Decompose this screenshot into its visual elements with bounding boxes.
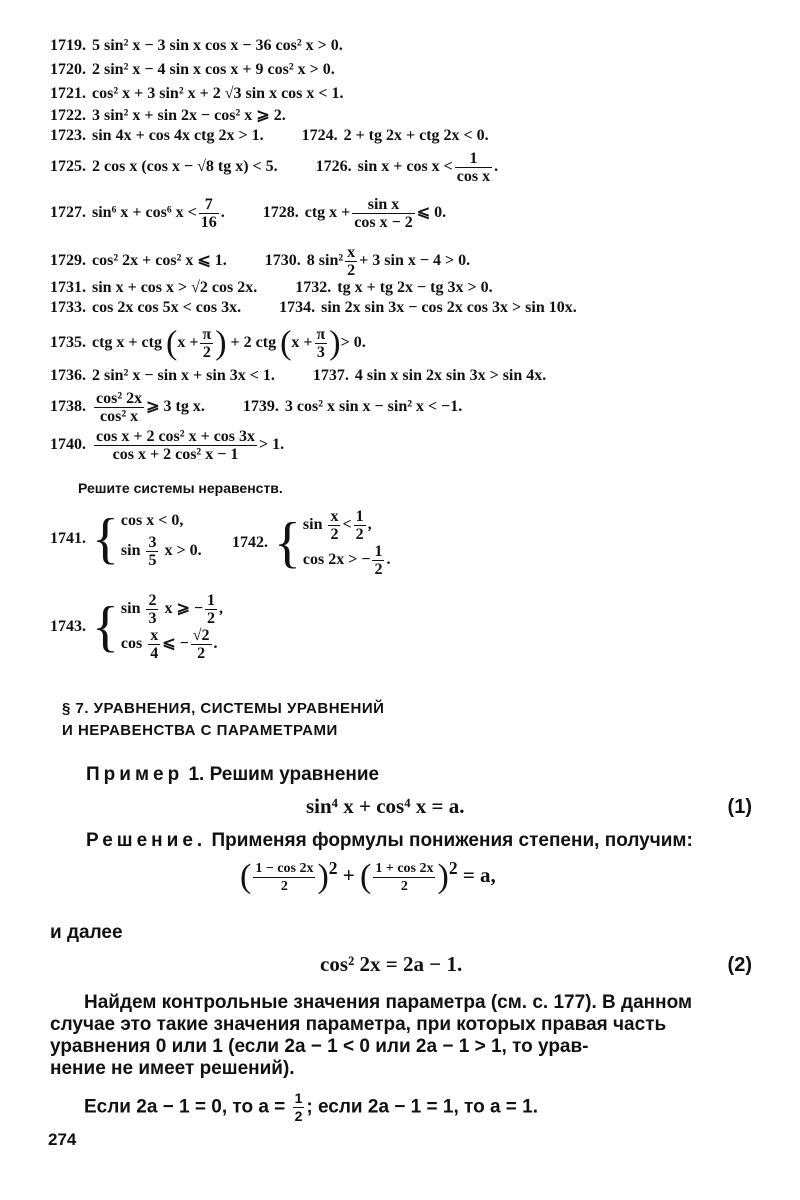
fraction: $\frac{3}{5}$ (148, 534, 157, 569)
fraction: $\frac{\text{cos² 2x}}{\text{cos² x}}$ (96, 390, 143, 425)
problem-1729-1730: 1729. cos² 2x + cos² x ⩽ 1. 1730. 8 sin² $\frac{x}{2}$ + 3 sin x − 4 > 0. (50, 244, 471, 279)
system-1742: 1742. { sin $\frac{x}{2}$ < $\frac{1}{2}$ , cos 2x > − $\frac{1}{2}$ . (232, 508, 391, 578)
system-1741: 1741. { cos x < 0, sin $\frac{3}{5}$ x > 0. (50, 507, 202, 570)
example-intro: Пример 1. Решим уравнение (86, 764, 380, 785)
paragraph-line-2: случае это такие значения параметра, при которых правая часть (50, 1014, 667, 1035)
fraction: $\frac{1 - \cos 2x}{2}$ (255, 860, 314, 894)
solution-line: Решение. Применяя формулы понижения степени, получим: (86, 830, 693, 851)
equation-2-number: (2) (727, 954, 752, 976)
fraction: $\frac{1}{2}$ (355, 508, 364, 543)
problem-1725-1726: 1725. 2 cos x (cos x − √8 tg x) < 5. 1726. sin x + cos x < $\frac{1}{\text{cos x}}$ . (50, 150, 499, 185)
problem-1736-1737: 1736. 2 sin² x − sin x + sin 3x < 1. 1737. 4 sin x sin 2x sin 3x > sin 4x. (50, 367, 547, 384)
systems-intro: Решите системы неравенств. (78, 480, 283, 496)
page-number: 274 (48, 1130, 77, 1149)
fraction: $\frac{1}{\text{cos x}}$ (456, 150, 491, 185)
problem-1723-1724: 1723. sin 4x + cos 4x ctg 2x > 1. 1724. 2 + tg 2x + ctg 2x < 0. (50, 127, 489, 144)
fraction: $\frac{2}{3}$ (148, 592, 157, 627)
fraction: $\frac{√2}{2}$ (192, 627, 210, 662)
fraction: $\frac{1}{2}$ (207, 592, 215, 627)
problem-1735: 1735. ctg x + ctg (x + $\frac{\pi}{2}$ ) + 2 ctg (x + $\frac{\pi}{3}$ )> 0. (50, 324, 366, 362)
fraction: $\frac{7}{16}$ (200, 196, 217, 231)
problem-1720: 1720. 2 sin² x − 4 sin x cos x + 9 cos² x > 0. (50, 61, 335, 78)
problem-1733-1734: 1733. cos 2x cos 5x < cos 3x. 1734. sin 2x sin 3x − cos 2x cos 3x > sin 10x. (50, 299, 577, 316)
fraction: $\frac{x}{2}$ (347, 244, 356, 279)
fraction: $\frac{\text{sin x}}{\text{cos x − 2}}$ (354, 196, 413, 231)
problem-1740: 1740. $\frac{\text{cos x + 2 cos² x + cos 3x}}{\text{cos x + 2 cos² x − 1}}$ > 1. (50, 428, 285, 463)
fraction: $\frac{x}{2}$ (330, 508, 339, 543)
paragraph-line-4: нение не имеет решений). (50, 1058, 295, 1079)
paragraph-line-3: уравнения 0 или 1 (если 2a − 1 < 0 или 2a − 1 > 1, то урав- (50, 1036, 589, 1057)
section-heading-line2: И НЕРАВЕНСТВА С ПАРАМЕТРАМИ (62, 722, 338, 739)
section-heading-line1: § 7. УРАВНЕНИЯ, СИСТЕМЫ УРАВНЕНИЙ (62, 700, 385, 717)
problem-1719: 1719. 5 sin² x − 3 sin x cos x − 36 cos² x > 0. (50, 37, 343, 54)
equation-1: sin⁴ x + cos⁴ x = a. (306, 794, 465, 818)
fraction: $\frac{1 + \cos 2x}{2}$ (375, 860, 434, 894)
equation-reduced: ( $\frac{1 - \cos 2x}{2}$ )$^2$ + ( $\frac{1 + \cos 2x}{2}$ )$^2$ = a, (240, 858, 496, 896)
fraction: $\frac{\pi}{3}$ (316, 326, 326, 361)
problem-1731-1732: 1731. sin x + cos x > √2 cos 2x. 1732. tg x + tg 2x − tg 3x > 0. (50, 279, 493, 296)
equation-1-number: (1) (727, 796, 752, 818)
and-further: и далее (50, 922, 123, 943)
paragraph-line-1: Найдем контрольные значения параметра (см. с. 177). В данном (84, 992, 693, 1013)
fraction: $\frac{x}{4}$ (150, 627, 159, 662)
problem-1721: 1721. cos² x + 3 sin² x + 2 √3 sin x cos x < 1. (50, 85, 344, 102)
problem-1738-1739: 1738. $\frac{\text{cos² 2x}}{\text{cos² x}}$ ⩾ 3 tg x. 1739. 3 cos² x sin x − sin² x < −1. (50, 390, 463, 425)
system-1743: 1743. { sin $\frac{2}{3}$ x ⩾ − $\frac{1}{2}$ , cos $\frac{x}{4}$ ⩽ − $\frac{√2}{2}$ . (50, 592, 223, 662)
fraction: $\frac{1}{2}$ (374, 543, 383, 578)
problem-1722: 1722. 3 sin² x + sin 2x − cos² x ⩾ 2. (50, 107, 286, 124)
paragraph-2: Если 2a − 1 = 0, то a = $\frac{1}{2}$ ; если 2a − 1 = 1, то a = 1. (84, 1090, 539, 1124)
problem-1727-1728: 1727. sin⁶ x + cos⁶ x < $\frac{7}{16}$ . 1728. ctg x + $\frac{\text{sin x}}{\text{cos x − 2}}$ ⩽ 0. (50, 196, 447, 231)
fraction: $\frac{1}{2}$ (294, 1090, 303, 1124)
fraction: $\frac{\pi}{2}$ (202, 326, 212, 361)
fraction: $\frac{\text{cos x + 2 cos² x + cos 3x}}{\text{cos x + 2 cos² x − 1}}$ (96, 428, 256, 463)
equation-2: cos² 2x = 2a − 1. (320, 952, 463, 976)
